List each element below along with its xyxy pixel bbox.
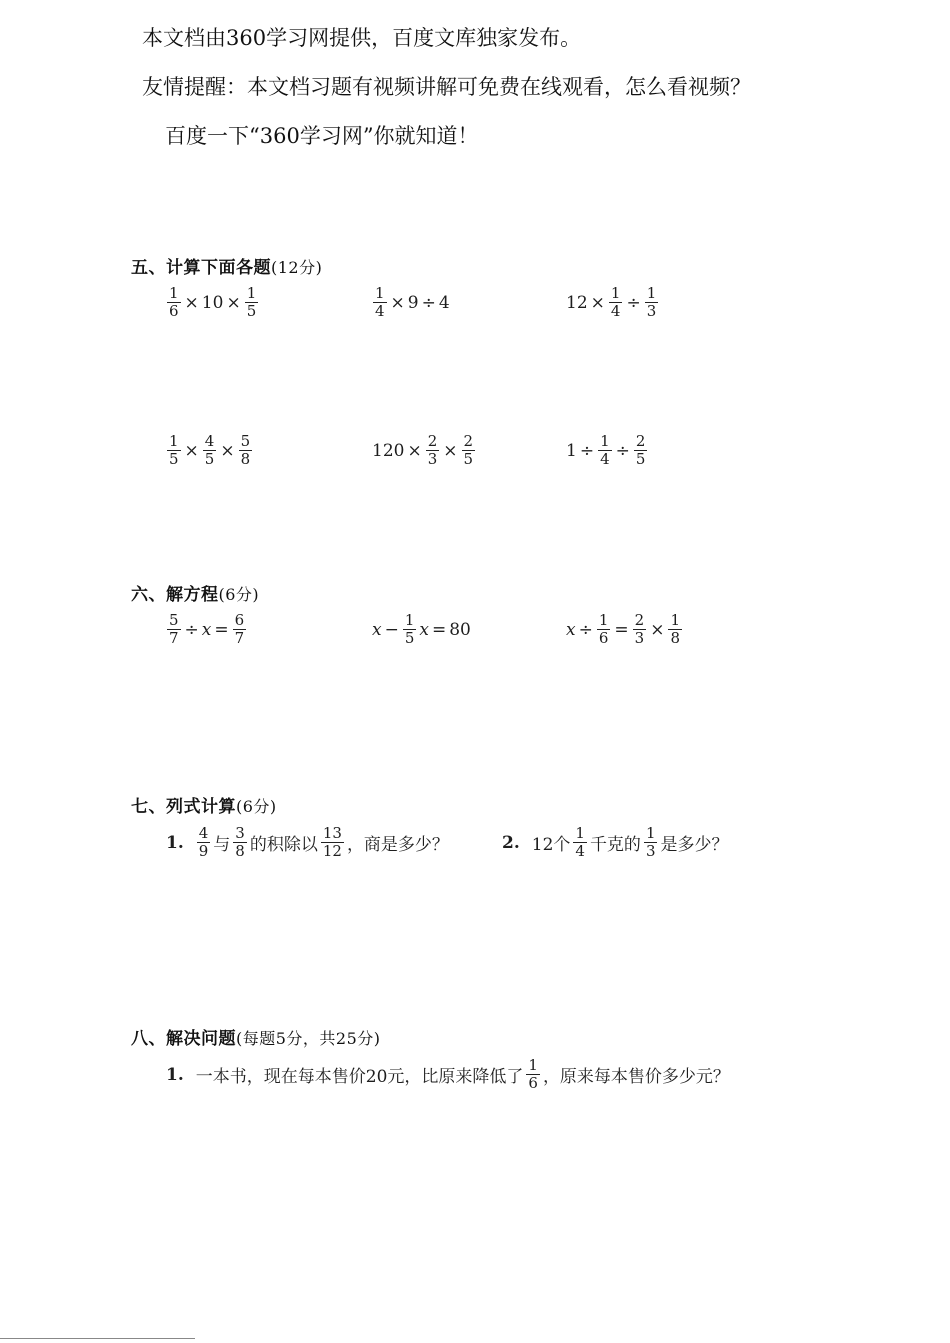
fraction: $\frac{6}{7}$ (234, 611, 245, 647)
section-7-heading: 七、列式计算 (131, 797, 236, 817)
fraction: $\frac{2}{3}$ (634, 611, 645, 647)
fraction: $\frac{1}{3}$ (645, 824, 656, 860)
operator: × (226, 292, 241, 313)
operator: ÷ (421, 292, 436, 313)
question-number: 1. (166, 1064, 184, 1085)
variable-x: x (419, 619, 429, 640)
question-text: ，商是多少？ (346, 835, 449, 855)
section-7-points: (6分) (236, 797, 277, 816)
calc-problem-6 (566, 434, 648, 467)
section-6-points: (6分) (218, 585, 260, 604)
question-text: 是多少？ (660, 835, 729, 855)
fraction: $\frac{1}{4}$ (610, 284, 621, 320)
header-line-2: 友情提醒：本文档习题有视频讲解可免费在线观看，怎么看视频？ (142, 75, 751, 99)
fraction: $\frac{1}{6}$ (528, 1056, 538, 1092)
fraction: $\frac{5}{7}$ (169, 611, 179, 647)
number: 9 (407, 292, 419, 313)
fraction: $\frac{1}{3}$ (646, 284, 657, 320)
header-line-3: 百度一下“360学习网”你就知道！ (165, 124, 479, 148)
fraction: $\frac{1}{5}$ (404, 611, 415, 647)
fraction: $\frac{2}{5}$ (635, 432, 646, 468)
equation-1 (166, 613, 247, 646)
operator: × (407, 440, 422, 461)
section-5-points: (12分) (271, 258, 323, 277)
fraction: $\frac{1}{4}$ (600, 432, 610, 468)
fraction: $\frac{2}{5}$ (463, 432, 474, 468)
section-7-title (131, 792, 277, 817)
fraction: $\frac{4}{9}$ (198, 824, 209, 860)
number: 4 (438, 292, 450, 313)
operator: ÷ (578, 619, 593, 640)
fraction: $\frac{1}{5}$ (246, 284, 257, 320)
question-text: ，原来每本售价多少元？ (542, 1067, 730, 1087)
number: 120 (372, 440, 405, 461)
equation-3 (566, 613, 683, 646)
fraction: $\frac{1}{4}$ (575, 824, 585, 860)
operator: ÷ (184, 619, 199, 640)
fraction: $\frac{1}{4}$ (375, 284, 385, 320)
variable-x: x (372, 619, 382, 640)
section-6-heading: 六、解方程 (131, 585, 219, 605)
word-problem-7-1 (166, 826, 449, 859)
fraction: $\frac{1}{6}$ (598, 611, 609, 647)
footer-rule (0, 1338, 195, 1339)
section-6-title (131, 580, 259, 605)
fraction: $\frac{3}{8}$ (235, 824, 245, 860)
fraction: $\frac{4}{5}$ (204, 432, 215, 468)
operator: − (384, 619, 399, 640)
word-problem-7-2 (502, 826, 728, 859)
question-number: 1. (166, 832, 184, 853)
number: 12 (566, 292, 588, 313)
operator: × (220, 440, 235, 461)
operator: × (590, 292, 605, 313)
header-line-1: 本文档由360学习网提供，百度文库独家发布。 (142, 26, 582, 50)
section-8-title (131, 1024, 381, 1049)
operator: × (390, 292, 405, 313)
fraction: $\frac{1}{5}$ (169, 432, 179, 468)
operator: × (184, 440, 199, 461)
question-text: 的积除以 (249, 835, 318, 855)
calc-problem-4 (166, 434, 253, 467)
number: 80 (449, 619, 471, 640)
equals-sign: = (614, 619, 629, 640)
operator: × (443, 440, 458, 461)
fraction: $\frac{1}{6}$ (169, 284, 179, 320)
equals-sign: = (431, 619, 447, 640)
fraction: $\frac{2}{3}$ (427, 432, 438, 468)
number: 10 (201, 292, 224, 313)
question-text: 与 (213, 835, 231, 855)
number: 1 (566, 440, 577, 461)
calc-problem-2 (372, 286, 450, 319)
question-text: 12个 (531, 835, 571, 855)
section-5-heading: 五、计算下面各题 (131, 258, 271, 278)
operator: ÷ (626, 292, 641, 313)
word-problem-8-1 (166, 1058, 730, 1091)
equals-sign: = (214, 619, 229, 640)
question-number: 2. (502, 832, 520, 853)
variable-x: x (201, 619, 212, 640)
calc-problem-1 (166, 286, 259, 319)
section-5-title (131, 253, 322, 278)
fraction: $\frac{5}{8}$ (240, 432, 251, 468)
fraction: $\frac{13}{12}$ (322, 824, 342, 860)
question-text: 千克的 (589, 835, 641, 855)
operator: ÷ (615, 440, 630, 461)
question-text: 一本书，现在每本售价20元，比原来降低了 (195, 1067, 524, 1087)
section-8-points: (每题5分，共25分) (236, 1029, 381, 1048)
calc-problem-3 (566, 286, 659, 319)
section-8-heading: 八、解决问题 (131, 1029, 236, 1049)
equation-2 (372, 613, 471, 646)
variable-x: x (566, 619, 576, 640)
operator: × (184, 292, 199, 313)
fraction: $\frac{1}{8}$ (670, 611, 680, 647)
calc-problem-5 (372, 434, 476, 467)
operator: ÷ (579, 440, 595, 461)
operator: × (650, 619, 665, 640)
